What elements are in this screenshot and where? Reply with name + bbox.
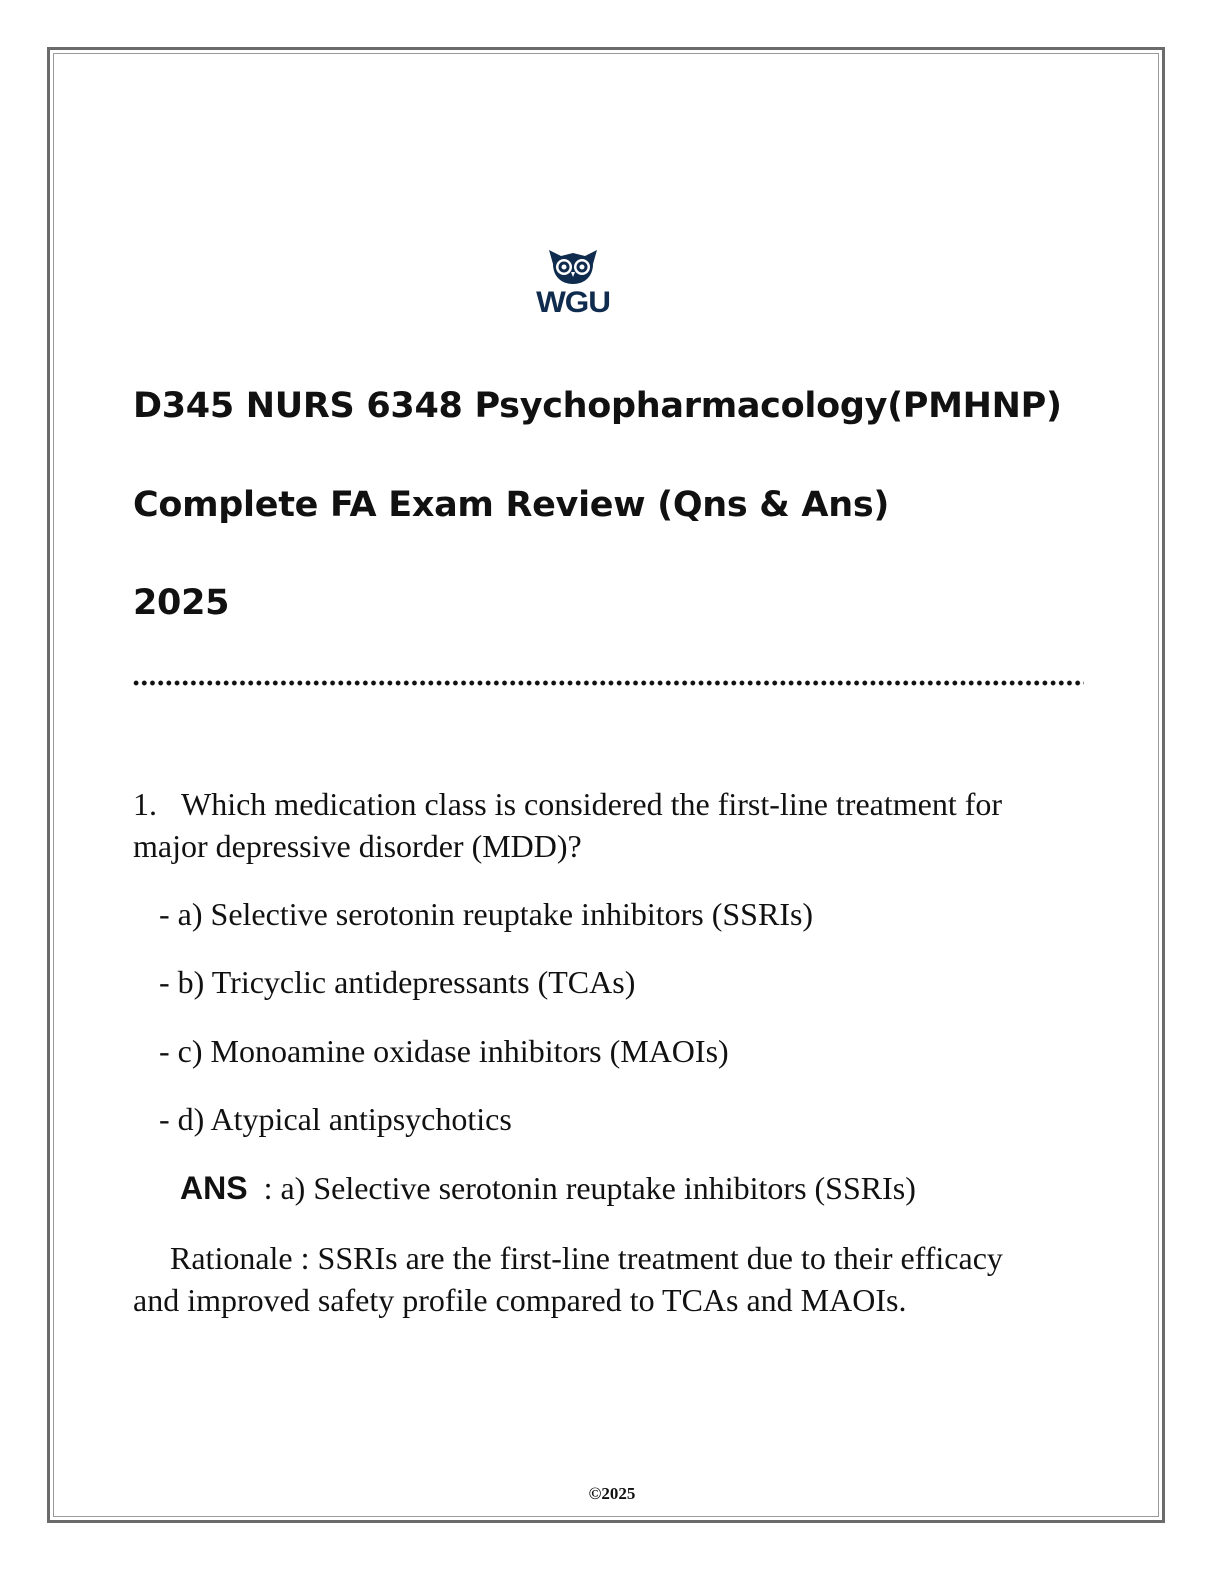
wgu-logo	[527, 246, 619, 320]
copyright-footer: ©2025	[588, 1484, 636, 1503]
option-a: - a) Selective serotonin reuptake inhibitors (SSRIs)	[159, 896, 814, 932]
document-title: D345 NURS 6348 Psychopharmacology(PMHNP)	[133, 386, 1062, 426]
document-year: 2025	[133, 583, 230, 623]
document-subtitle: Complete FA Exam Review (Qns & Ans)	[133, 485, 890, 525]
answer-label: ANS	[180, 1170, 248, 1206]
dotted-divider	[132, 679, 1084, 687]
answer-row	[180, 1168, 916, 1208]
answer-text: : a) Selective serotonin reuptake inhibitors (SSRIs)	[263, 1170, 916, 1206]
question-1	[133, 783, 1073, 867]
logo-wordmark: WGU	[536, 286, 610, 319]
question-number: 1.	[133, 786, 157, 822]
question-text: Which medication class is considered the first-line treatment for major depressive disorder (MDD)?	[133, 786, 1003, 864]
option-d: - d) Atypical antipsychotics	[159, 1101, 512, 1137]
option-b: - b) Tricyclic antidepressants (TCAs)	[159, 964, 636, 1000]
owl-icon	[543, 246, 603, 286]
option-c: - c) Monoamine oxidase inhibitors (MAOIs)	[159, 1033, 729, 1069]
rationale: Rationale : SSRIs are the first-line treatment due to their efficacy and improved safety profile compared to TCAs and MAOIs.	[133, 1240, 1003, 1318]
